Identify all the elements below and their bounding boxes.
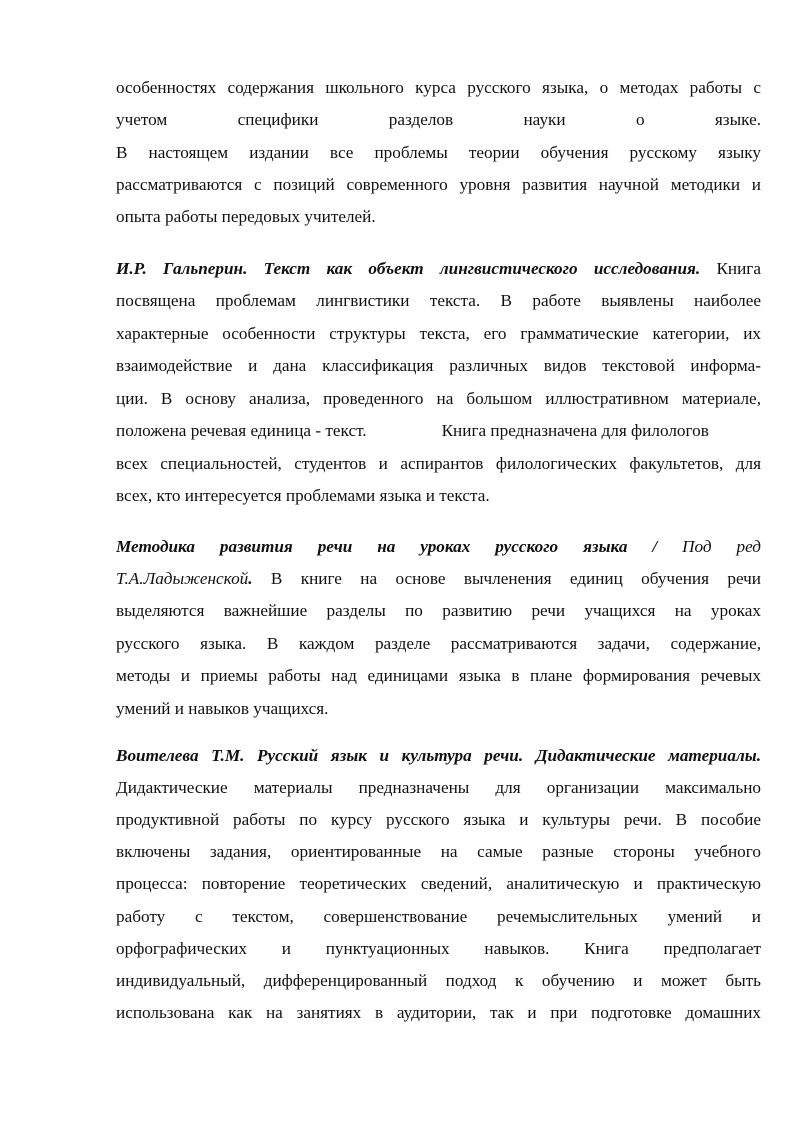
paragraph-2-line-3: характерные особенности структуры текста, его грамматические категории, их bbox=[116, 324, 761, 343]
paragraph-4-line-8: индивидуальный, дифференцированный подход к обучению и может быть bbox=[116, 971, 761, 990]
paragraph-4-line-3: продуктивной работы по курсу русского языка и культуры речи. В пособие bbox=[116, 810, 761, 829]
paragraph-2-line-6-b: Книга предназначена для филологов bbox=[441, 421, 709, 440]
paragraph-2-line-8: всех, кто интересуется проблемами языка и текста. bbox=[116, 486, 490, 505]
paragraph-4-line-5: процесса: повторение теоретических сведений, аналитическую и практическую bbox=[116, 874, 761, 893]
editor-name: Т.А.Ладыженской bbox=[116, 569, 249, 588]
paragraph-2-line-6 bbox=[116, 415, 761, 447]
paragraph-2-line-1-rest: Книга bbox=[700, 259, 761, 278]
ladyzhenskaya-book-title: Методика развития речи на уроках русского языка / bbox=[116, 537, 658, 556]
paragraph-3-line-5: методы и приемы работы над единицами языка в плане формирования речевых bbox=[116, 666, 761, 685]
paragraph-2-line-2: посвящена проблемам лингвистики текста. В работе выявлены наиболее bbox=[116, 291, 761, 310]
paragraph-2-line-5: ции. В основу анализа, проведенного на большом иллюстративном материале, bbox=[116, 389, 761, 408]
paragraph-3-line-4: русского языка. В каждом разделе рассматриваются задачи, содержание, bbox=[116, 634, 761, 653]
paragraph-2-line-4: взаимодействие и дана классификация различных видов текстовой информа- bbox=[116, 356, 761, 375]
editor-label: Под ред bbox=[657, 537, 761, 556]
paragraph-1-line-1: особенностях содержания школьного курса русского языка, о методах работы с bbox=[116, 78, 761, 97]
paragraph-3-line-2-rest: В книге на основе вычленения единиц обучения речи bbox=[252, 569, 761, 588]
paragraph-4-line-6: работу с текстом, совершенствование речемыслительных умений и bbox=[116, 907, 761, 926]
paragraph-2-line-6-a: положена речевая единица - текст. bbox=[116, 421, 367, 440]
paragraph-1-line-3: В настоящем издании все проблемы теории обучения русскому языку bbox=[116, 143, 761, 162]
paragraph-1-line-5: опыта работы передовых учителей. bbox=[116, 207, 376, 226]
paragraph-3-line-3: выделяются важнейшие разделы по развитию речи учащихся на уроках bbox=[116, 601, 761, 620]
paragraph-4-line-4: включены задания, ориентированные на самые разные стороны учебного bbox=[116, 842, 761, 861]
paragraph-4-line-7: орфографических и пунктуационных навыков. Книга предполагает bbox=[116, 939, 761, 958]
paragraph-4-line-2: Дидактические материалы предназначены для организации максимально bbox=[116, 778, 761, 797]
paragraph-3-line-2 bbox=[116, 563, 761, 595]
galperin-book-title: И.Р. Гальперин. Текст как объект лингвистического исследования. bbox=[116, 259, 701, 278]
editor-dot: . bbox=[248, 569, 253, 588]
paragraph-1-line-2: учетом специфики разделов науки о языке. bbox=[116, 110, 761, 129]
paragraph-3-line-1 bbox=[116, 531, 761, 563]
paragraph-4-line-9: использована как на занятиях в аудитории, так и при подготовке домашних bbox=[116, 1003, 761, 1022]
paragraph-3-line-6: умений и навыков учащихся. bbox=[116, 699, 329, 718]
paragraph-1-line-4: рассматриваются с позиций современного уровня развития научной методики и bbox=[116, 175, 761, 194]
paragraph-2-line-1 bbox=[116, 253, 761, 285]
voiteleva-book-title: Воителева Т.М. Русский язык и культура речи. Дидактические материалы. bbox=[116, 746, 761, 765]
paragraph-2-line-7: всех специальностей, студентов и аспирантов филологических факультетов, для bbox=[116, 454, 761, 473]
